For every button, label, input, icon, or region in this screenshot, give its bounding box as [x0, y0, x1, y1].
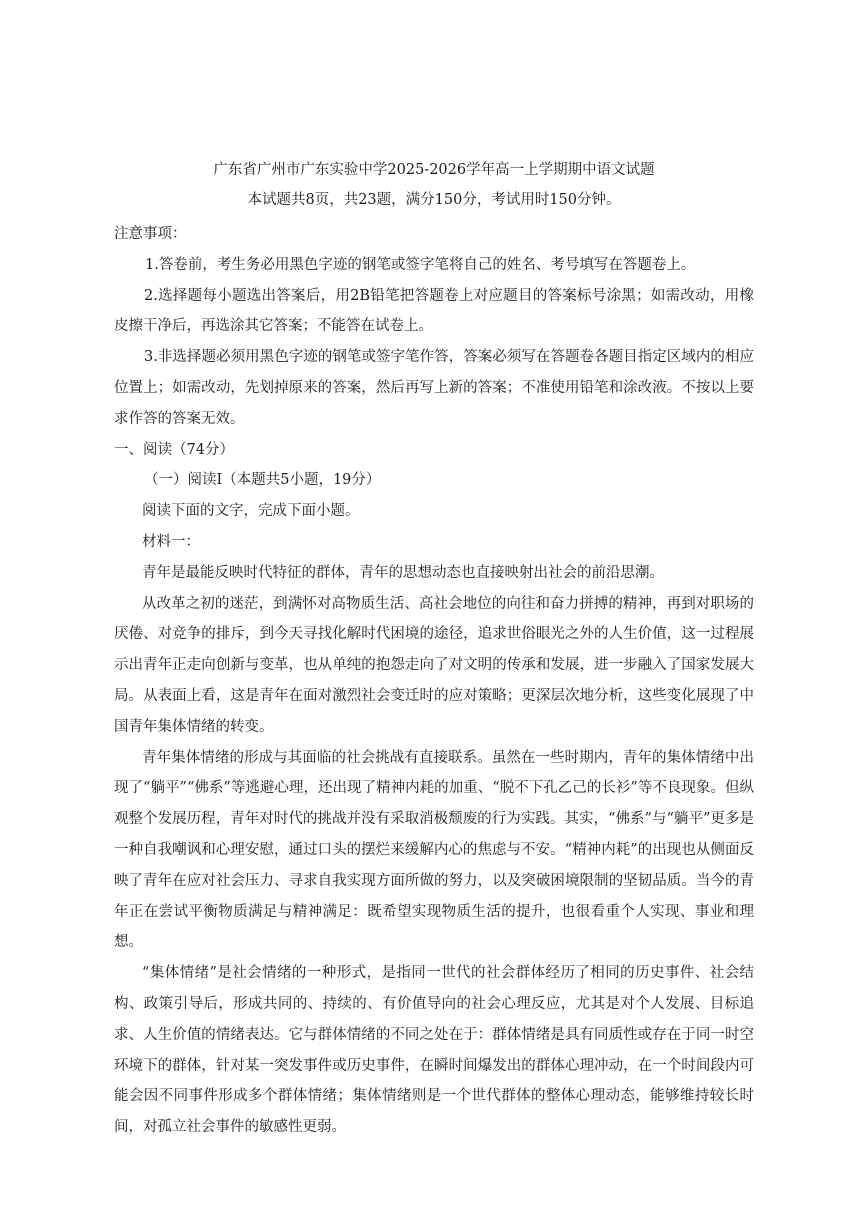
subsection-heading: （一）阅读Ⅰ（本题共5小题，19分）	[144, 472, 381, 489]
reading-instruction: 阅读下面的文字，完成下面小题。	[142, 503, 360, 520]
paragraph-1: 青年是最能反映时代特征的群体，青年的思想动态也直接映射出社会的前沿思潮。	[142, 564, 664, 581]
paragraph-2: 从改革之初的迷茫，到满怀对高物质生活、高社会地位的向往和奋力拼搏的精神，再到对职场的厌倦、对竞争的排斥，到今天寻找化解时代困境的途径，追求世俗眼光之外的人生价值，这一过程展示出青年正走向创新与变革，也从单纯的抱怨走向了对文明的传承和发展，进一步融入了国家发展大局。从表面上看，这是青年在面对激烈社会变迁时的应对策略；更深层次地分析，这些变化展现了中国青年集体情绪的转变。	[114, 595, 754, 735]
section-heading: 一、阅读（74分）	[114, 441, 234, 458]
paragraph-3: 青年集体情绪的形成与其面临的社会挑战有直接联系。虽然在一些时期内，青年的集体情绪中出现了“躺平”“佛系”等逃避心理，还出现了精神内耗的加重、“脱不下孔乙己的长衫”等不良现象。但纵观整个发展历程，青年对时代的挑战并没有采取消极颓废的行为实践。其实，“佛系”与“躺平”更多是一种自我嘲讽和心理安慰，通过口头的摆烂来缓解内心的焦虑与不安。“精神内耗”的出现也从侧面反映了青年在应对社会压力、寻求自我实现方面所做的努力，以及突破困境限制的坚韧品质。当今的青年正在尝试平衡物质满足与精神满足：既希望实现物质生活的提升，也很看重个人实现、事业和理想。	[114, 749, 754, 951]
exam-title: 广东省广州市广东实验中学2025-2026学年高一上学期期中语文试题	[213, 162, 655, 178]
paragraph-4: “集体情绪”是社会情绪的一种形式，是指同一世代的社会群体经历了相同的历史事件、社会结构、政策引导后，形成共同的、持续的、有价值导向的社会心理反应，尤其是对个人发展、目标追求、人生价值的情绪表达。它与群体情绪的不同之处在于：群体情绪是具有同质性或存在于同一时空环境下的群体，针对某一突发事件或历史事件，在瞬时间爆发出的群体心理冲动，在一个时间段内可能会因不同事件形成多个群体情绪；集体情绪则是一个世代群体的整体心理动态，能够维持较长时间，对孤立社会事件的敏感性更弱。	[114, 965, 754, 1136]
notice-item-1: 1.答卷前，考生务必用黑色字迹的钢笔或签字笔将自己的姓名、考号填写在答题卷上。	[145, 256, 696, 273]
exam-subtitle: 本试题共8页，共23题，满分150分，考试用时150分钟。	[247, 192, 621, 208]
exam-body	[114, 219, 754, 1143]
notice-item-3: 3.非选择题必须用黑色字迹的钢笔或签字笔作答，答案必须写在答题卷各题目指定区域内的相应位置上；如需改动，先划掉原来的答案，然后再写上新的答案；不准使用铅笔和涂改液。不按以上要求作答的答案无效。	[114, 349, 754, 427]
material-label: 材料一：	[142, 533, 200, 550]
notice-heading: 注意事项：	[114, 226, 187, 242]
notice-item-2: 2.选择题每小题选出答案后，用2B铅笔把答题卷上对应题目的答案标号涂黑；如需改动，用橡皮擦干净后，再选涂其它答案；不能答在试卷上。	[114, 287, 754, 335]
